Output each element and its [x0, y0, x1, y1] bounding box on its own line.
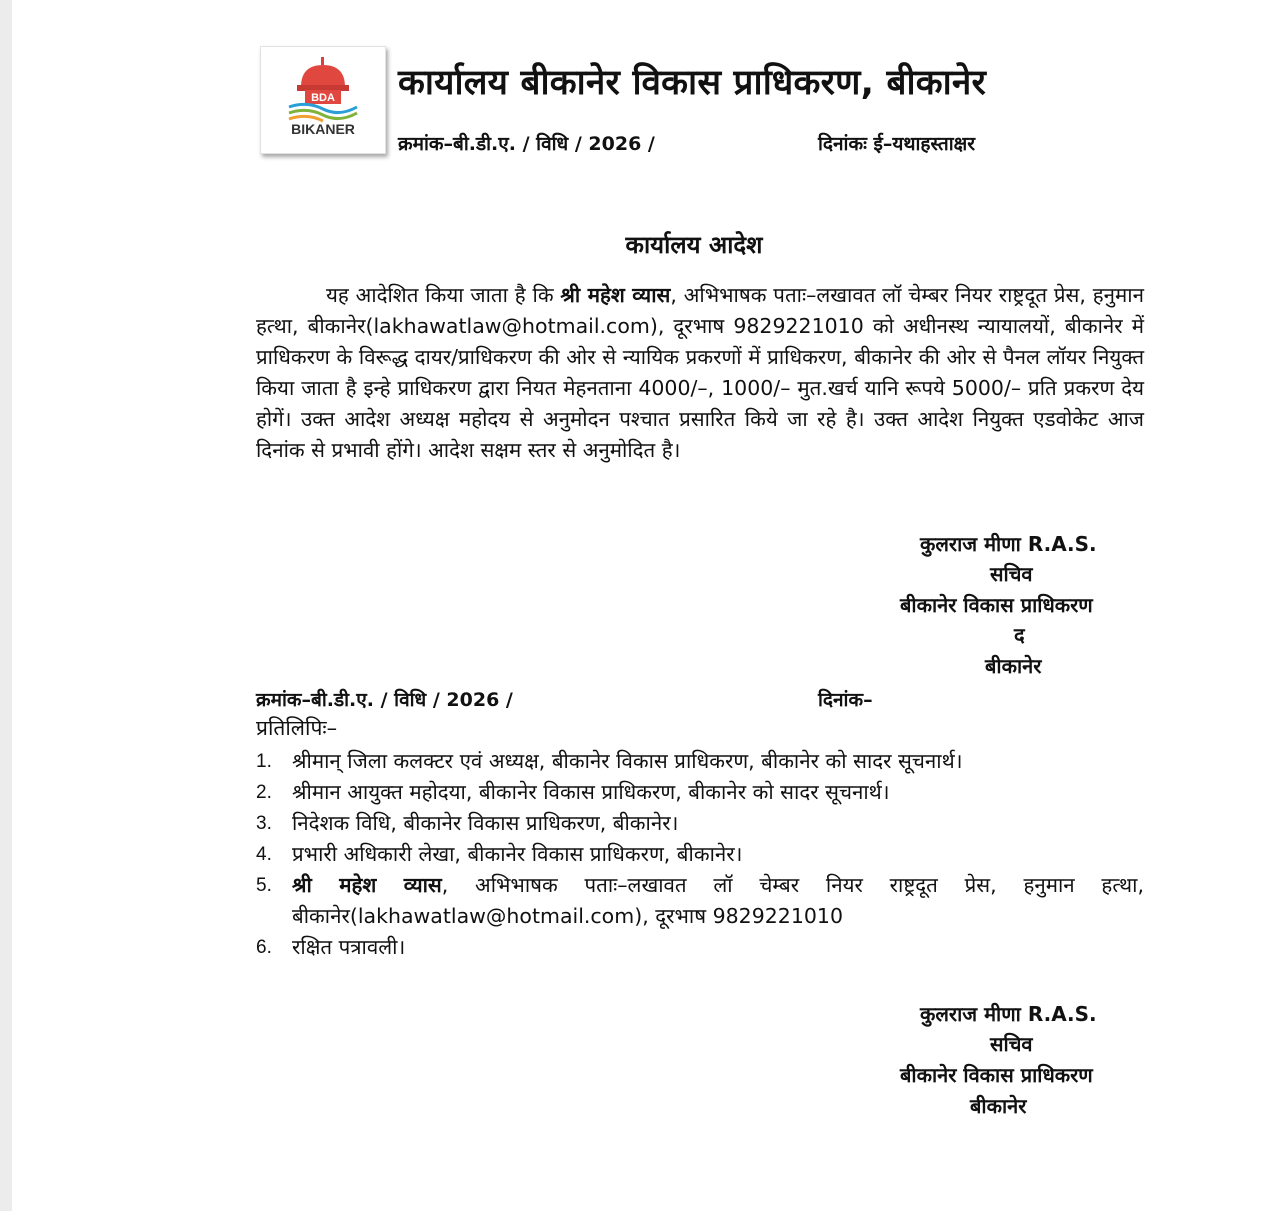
signatory-organization: बीकानेर विकास प्राधिकरण [900, 593, 1093, 617]
list-item [256, 777, 1144, 808]
page-edge-shadow [0, 0, 12, 1211]
list-item [256, 808, 1144, 839]
list-item [256, 870, 1144, 932]
signatory-2-organization: बीकानेर विकास प्राधिकरण [900, 1063, 1093, 1087]
order-body-rest: , अभिभाषक पताः–लखावत लॉ चेम्बर नियर राष्ट्रदूत प्रेस, हनुमान हत्था, बीकानेर(lakhawatlaw@hotmail.com), दूरभाष 9829221010 को अधीनस्थ न्यायालयों, बीकानेर में प्राधिकरण के विरूद्ध दायर/प्राधिकरण की ओर से न्यायिक प्रकरणों में प्राधिकरण, बीकानेर की ओर से पैनल लॉयर नियुक्त किया जाता है इन्हे प्राधिकरण द्वारा नियत मेहनताना 4000/–, 1000/– मुत.खर्च यानि रूपये 5000/– प्रति प्रकरण देय होगें। उक्त आदेश अध्यक्ष महोदय से अनुमोदन पश्चात प्रसारित किये जा रहे है। उक्त आदेश नियुक्त एडवोकेट आज दिनांक से प्रभावी होंगे। आदेश सक्षम स्तर से अनुमोदित है। [256, 283, 1144, 462]
list-item-number: 3. [256, 813, 272, 834]
svg-text:BDA: BDA [311, 92, 335, 104]
copy-date-label: दिनांक– [818, 689, 873, 711]
signatory-city: बीकानेर [985, 654, 1042, 678]
list-item-text: श्रीमान आयुक्त महोदया, बीकानेर विकास प्राधिकरण, बीकानेर को सादर सूचनार्थ। [292, 780, 890, 804]
list-item-number: 5. [256, 875, 272, 896]
reference-number: क्रमांक–बी.डी.ए. / विधि / 2026 / [398, 133, 655, 155]
copy-heading: प्रतिलिपिः– [256, 716, 338, 740]
list-item-text: रक्षित पत्रावली। [292, 935, 406, 959]
copy-list [256, 746, 1144, 963]
signatory-name: कुलराज मीणा R.A.S. [920, 532, 1097, 556]
office-title: कार्यालय बीकानेर विकास प्राधिकरण, बीकानेर [398, 63, 987, 103]
appointee-name: श्री महेश व्यास [560, 283, 671, 307]
date-label: दिनांकः ई–यथाहस्ताक्षर [818, 133, 976, 155]
signatory-2-city: बीकानेर [970, 1094, 1027, 1118]
signatory-2-designation: सचिव [990, 1032, 1033, 1056]
list-item [256, 932, 1144, 963]
list-item-text: प्रभारी अधिकारी लेखा, बीकानेर विकास प्राधिकरण, बीकानेर। [292, 842, 743, 866]
list-item-text: निदेशक विधि, बीकानेर विकास प्राधिकरण, बीकानेर। [292, 811, 679, 835]
bda-emblem-icon [287, 57, 359, 123]
list-item-name: श्री महेश व्यास [292, 873, 442, 897]
list-item-number: 2. [256, 782, 272, 803]
order-title-wrap [0, 228, 1264, 261]
order-body-start: यह आदेशित किया जाता है कि [326, 283, 561, 307]
list-item [256, 746, 1144, 777]
signatory-2-name: कुलराज मीणा R.A.S. [920, 1002, 1097, 1026]
list-item-text: , अभिभाषक पताः–लखावत लॉ चेम्बर नियर राष्ट्रदूत प्रेस, हनुमान हत्था, बीकानेर(lakhawatlaw@hotmail.com), दूरभाष 9829221010 [292, 873, 1144, 928]
order-title: कार्यालय आदेश [625, 231, 763, 259]
order-body [256, 280, 1144, 466]
list-item [256, 839, 1144, 870]
bda-logo [260, 46, 386, 154]
list-item-number: 6. [256, 937, 272, 958]
logo-caption: BIKANER [291, 121, 355, 137]
list-item-number: 1. [256, 751, 272, 772]
signatory-initial: द [1014, 623, 1025, 647]
signatory-designation: सचिव [990, 562, 1033, 586]
list-item-text: श्रीमान् जिला कलक्टर एवं अध्यक्ष, बीकानेर विकास प्राधिकरण, बीकानेर को सादर सूचनार्थ। [292, 749, 963, 773]
copy-reference-number: क्रमांक–बी.डी.ए. / विधि / 2026 / [256, 689, 513, 711]
list-item-number: 4. [256, 844, 272, 865]
